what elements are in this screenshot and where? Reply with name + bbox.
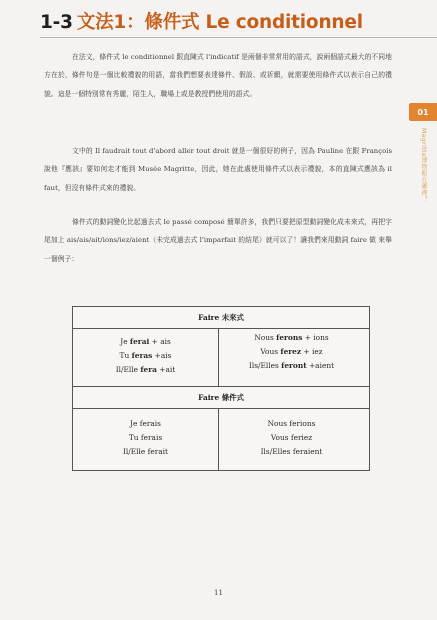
chapter-tab-label: Magritte博物館在哪裡？ (420, 128, 427, 203)
conditional-header: Faire 條件式 (198, 393, 244, 402)
conditional-left-cell (73, 417, 218, 459)
section-heading (40, 12, 363, 34)
table-divider (73, 328, 369, 329)
table-divider (73, 408, 369, 409)
section-title: 文法1：條件式 Le conditionnel (76, 12, 363, 33)
chapter-tab (409, 103, 437, 121)
conjugation-row: Nous ferions (267, 419, 316, 428)
conjugation-row: Je ferai + ais (120, 337, 171, 346)
conjugation-table (72, 306, 370, 471)
section-number: 1-3 (40, 12, 73, 33)
paragraph-example: 文中的 Il faudrait tout d'abord aller tout droit 就是一個很好的例子，因為 Pauline 在跟 François 說他『應該』要如何走才能到 Musée Magritte，因此，她在此處使用條件式以表示禮貌，本的直陳式應該為 il faut，但沒有條件式來的禮貌。 (44, 147, 392, 192)
paragraph-conjugation: 條件式的動詞變化比起過去式 le passé composé 簡單許多，我們只要把原型動詞變化成未來式，再把字尾加上 ais/ais/ait/ions/iez/aient（未完成過去式 l'imparfait 的結尾）就可以了！讓我們來用動詞 faire 做 來舉一個例子： (44, 218, 392, 263)
conjugation-row: Tu ferais (128, 433, 163, 442)
page-number: 11 (214, 589, 223, 597)
conjugation-row: Ils/Elles feront +aient (248, 361, 335, 370)
conjugation-row: Ils/Elles feraient (260, 447, 323, 456)
conjugation-row: Tu feras +ais (119, 351, 172, 360)
conjugation-row: Je ferais (130, 419, 161, 428)
conditional-right-cell (219, 417, 364, 459)
conjugation-row: Il/Elle ferait (122, 447, 168, 456)
paragraph-intro: 在法文，條件式 le conditionnel 跟直陳式 l'indicatif 是兩個非常常用的語式，說兩個語式最大的不同地方在於，條件句是一個比較禮貌的用語，當我們想要表達條件、假設、或祈願，就需要使用條件式以表示自己的禮貌。這是一個特別常有秀麗，陌生人，職場上或是教授們使用的語式。 (44, 53, 392, 98)
heading-rule (40, 37, 437, 38)
conjugation-row: Nous ferons + ions (254, 333, 329, 342)
future-right-cell (219, 331, 364, 373)
conjugation-row: Vous ferez + iez (260, 347, 323, 356)
chapter-tab-number: 01 (417, 107, 429, 117)
conjugation-row: Il/Elle fera +ait (115, 365, 176, 374)
conjugation-row: Vous feriez (270, 433, 313, 442)
future-left-cell (73, 335, 218, 377)
future-header: Faire 未來式 (198, 313, 244, 322)
